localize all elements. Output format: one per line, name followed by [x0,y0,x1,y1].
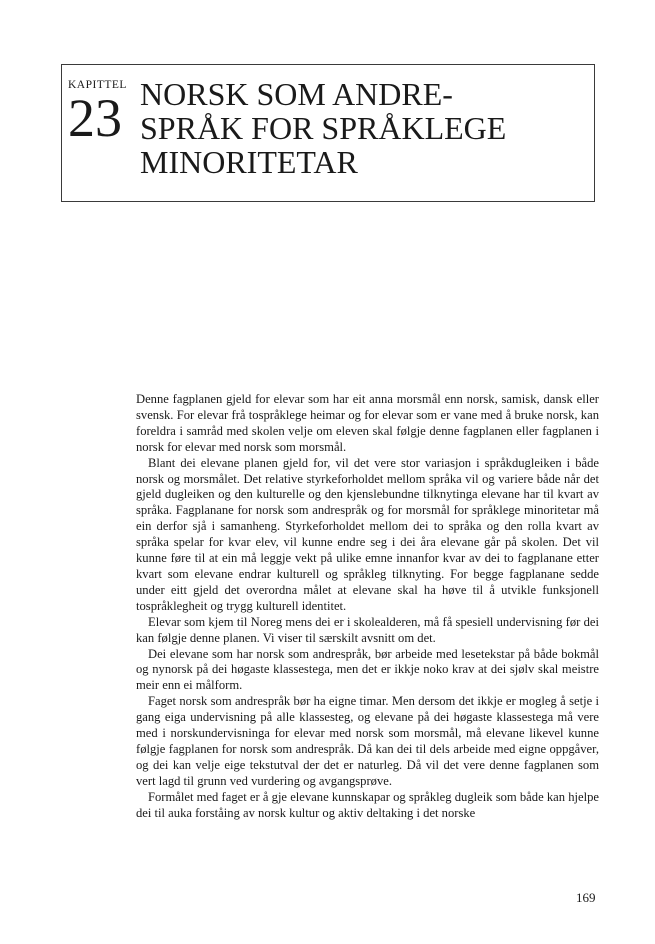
paragraph: Blant dei elevane planen gjeld for, vil det vere stor variasjon i språkdugleiken i både norsk og morsmålet. Det relative styrkeforholdet mellom språka vil og variere både når det gjeld dugleiken og den kulturelle og den kjenslebundne tilknytinga elevane har til kvart av språka. Fagplanane for norsk som andrespråk og for morsmål for språklege minoritetar må ein derfor sjå i samanheng. Styrkeforholdet mellom dei to språka og den rolla kvart av språka spelar for kvar elev, vil kunne endre seg i dei åra elevane går på skolen. Det vil kunne føre til at ein må leggje vekt på ulike emne innanfor kvar av dei to fagplanane etter kvart som elevane endrar kulturell og språkleg tilknyting. For begge fagplanane sedde under eitt gjeld det overordna målet at elevane skal ha høve til å utvikle funksjonell tospråklegheit og trygg kulturell identitet. [136,455,599,613]
chapter-title-line: SPRÅK FOR SPRÅKLEGE [140,110,507,146]
chapter-title-line: MINORITETAR [140,144,358,180]
paragraph: Formålet med faget er å gje elevane kunnskapar og språkleg dugleik som både kan hjelpe dei til auka forståing av norsk kultur og aktiv deltaking i det norske [136,789,599,820]
page-number: 169 [576,890,596,905]
chapter-heading-box [61,64,595,202]
body-text [136,392,599,821]
paragraph: Denne fagplanen gjeld for elevar som har eit anna morsmål enn norsk, samisk, dansk eller svensk. For elevar frå tospråklege heimar og for elevar som er vane med å bruke norsk, kan foreldra i samråd med skolen velje om eleven skal følgje denne fagplanen eller fagplanen i norsk for elevar med norsk som morsmål. [136,392,599,454]
paragraph: Elevar som kjem til Noreg mens dei er i skolealderen, må få spesiell undervisning før dei kan følgje denne planen. Vi viser til særskilt avsnitt om det. [136,614,599,645]
chapter-number: 23 [68,88,122,148]
chapter-title [140,77,506,179]
paragraph: Faget norsk som andrespråk bør ha eigne timar. Men dersom det ikkje er mogleg å setje i gang eiga undervisning på alle klassesteg, og elevane på dei høgaste klassestega må vere med i norskundervisninga for elevar med norsk som morsmål, må elevane likevel kunne følgje fagplanen for norsk som andrespråk. Då kan dei til dels arbeide med eigne oppgåver, og dei kan velje eige tekstutval der det er naturleg. Då vil det vere denne fagplanen som vert lagd til grunn ved vurdering og avgangsprøve. [136,694,599,788]
chapter-label: KAPITTEL [68,79,127,91]
paragraph: Dei elevane som har norsk som andrespråk, bør arbeide med lesetekstar på både bokmål og nynorsk på dei høgaste klassestega, men det er ikkje noko krav at dei sjølv skal meistre meir enn ei målform. [136,646,599,693]
chapter-title-line: NORSK SOM ANDRE- [140,76,453,112]
